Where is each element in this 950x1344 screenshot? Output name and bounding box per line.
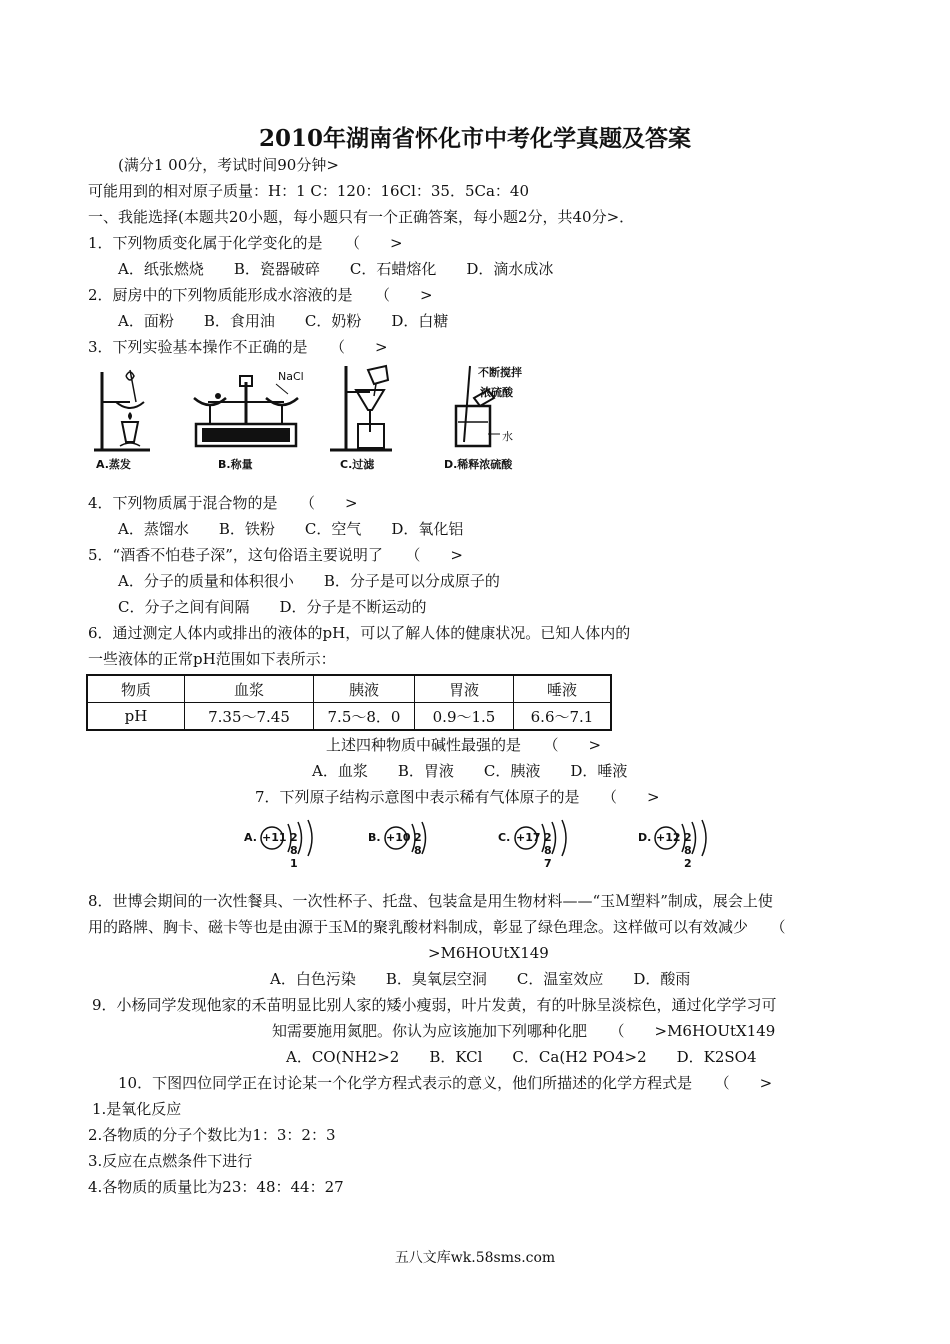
water-label: 水: [502, 430, 513, 443]
ph-table-header: [87, 675, 611, 703]
table-cell: 6.6～7.1: [514, 703, 612, 731]
q10-item-2: 2.各物质的分子个数比为1：3：2：3: [88, 1126, 336, 1144]
ph-table-row: [87, 703, 611, 731]
q4-stem: 4．下列物质属于混合物的是 （ >: [88, 494, 358, 512]
q10-item-3: 3.反应在点燃条件下进行: [88, 1152, 253, 1170]
q6-question: 上述四种物质中碱性最强的是 （ >: [326, 736, 602, 754]
atom-shells: 2 8: [414, 831, 422, 857]
atom-nucleus: +11: [262, 831, 287, 844]
atom-shells: 2 8 2: [684, 831, 692, 870]
q10-stem: 10．下图四位同学正在讨论某一个化学方程式表示的意义，他们所描述的化学方程式是 （ >: [118, 1074, 773, 1092]
atom-letter: B.: [368, 831, 381, 844]
atom-nucleus: +17: [516, 831, 541, 844]
q1-options: A．纸张燃烧 B．瓷器破碎 C．石蜡熔化 D．滴水成冰: [118, 260, 554, 278]
atom-shells: 2 8 7: [544, 831, 552, 870]
table-cell: 0.9～1.5: [415, 703, 514, 731]
atom-nucleus: +10: [386, 831, 411, 844]
atom-nucleus: +12: [656, 831, 681, 844]
atom-shells: 2 8 1: [290, 831, 298, 870]
table-cell: 血浆: [185, 675, 314, 703]
evaporation-figure: [90, 362, 160, 474]
q5-options-ab: A．分子的质量和体积很小 B．分子是可以分成原子的: [118, 572, 500, 590]
q9-options: A．CO(NH2>2 B．KCl C．Ca(H2 PO4>2 D．K2SO4: [286, 1048, 757, 1066]
caption-b: B.称量: [218, 458, 253, 471]
q1-stem: 1．下列物质变化属于化学变化的是 （ >: [88, 234, 403, 252]
caption-c: C.过滤: [340, 458, 375, 471]
table-cell: pH: [87, 703, 185, 731]
q2-stem: 2．厨房中的下列物质能形成水溶液的是 （ >: [88, 286, 433, 304]
score-note: (满分1 00分，考试时间90分钟>: [118, 156, 339, 174]
filtration-apparatus-icon: [326, 362, 396, 457]
q9-line-1: 9．小杨同学发现他家的禾苗明显比别人家的矮小瘦弱，叶片发黄，有的叶脉呈淡棕色，通过化学学习可: [92, 996, 777, 1014]
page-title: 2010年湖南省怀化市中考化学真题及答案: [258, 125, 691, 152]
nacl-label: NaCl: [278, 370, 304, 383]
caption-d: D.稀释浓硫酸: [444, 458, 513, 471]
q2-options: A．面粉 B．食用油 C．奶粉 D．白糖: [118, 312, 449, 330]
q8-line-2: 用的路牌、胸卡、磁卡等也是由源于玉Ｍ的聚乳酸材料制成，彰显了绿色理念。这样做可以有效减少 （: [88, 918, 786, 936]
ph-table: [86, 674, 612, 731]
atom-letter: C.: [498, 831, 511, 844]
table-cell: 胰液: [314, 675, 415, 703]
table-cell: 物质: [87, 675, 185, 703]
table-cell: 胃液: [415, 675, 514, 703]
q10-item-4: 4.各物质的质量比为23：48：44：27: [88, 1178, 344, 1196]
table-cell: 7.5～8．0: [314, 703, 415, 731]
footer-watermark: 五八文库wk.58sms.com: [394, 1250, 556, 1266]
acid-label: 浓硫酸: [480, 386, 513, 399]
q8-options: A．白色污染 B．臭氧层空洞 C．温室效应 D．酸雨: [270, 970, 691, 988]
q10-item-1: 1.是氧化反应: [92, 1100, 182, 1118]
q3-stem: 3．下列实验基本操作不正确的是 （ >: [88, 338, 388, 356]
table-cell: 唾液: [514, 675, 612, 703]
evaporation-apparatus-icon: [90, 362, 160, 457]
dilution-figure: [444, 362, 554, 474]
q9-line-2: 知需要施用氮肥。你认为应该施加下列哪种化肥 （ >M6HOUtX149: [272, 1022, 776, 1040]
stir-label: 不断搅拌: [478, 366, 522, 379]
q6-stem-2: 一些液体的正常pH范围如下表所示：: [88, 650, 336, 668]
q5-options-cd: C．分子之间有间隔 D．分子是不断运动的: [118, 598, 427, 616]
table-cell: 7.35～7.45: [185, 703, 314, 731]
caption-a: A.蒸发: [96, 458, 131, 471]
q5-stem: 5．“酒香不怕巷子深”，这句俗语主要说明了 （ >: [88, 546, 463, 564]
q7-stem: 7．下列原子结构示意图中表示稀有气体原子的是 （ >: [255, 788, 660, 806]
q6-options: A．血浆 B．胃液 C．胰液 D．唾液: [312, 762, 628, 780]
q6-stem-1: 6．通过测定人体内或排出的液体的pH，可以了解人体的健康状况。已知人体内的: [88, 624, 631, 642]
atomic-mass-line: 可能用到的相对原子质量：H：1 C：120：16Cl：35．5Ca：40: [88, 182, 530, 200]
section-heading: 一、我能选择(本题共20小题，每小题只有一个正确答案，每小题2分，共40分>．: [88, 208, 635, 226]
filtration-figure: [326, 362, 396, 474]
atom-letter: A.: [244, 831, 257, 844]
atom-letter: D.: [638, 831, 652, 844]
q4-options: A．蒸馏水 B．铁粉 C．空气 D．氧化铝: [118, 520, 464, 538]
q8-line-1: 8．世博会期间的一次性餐具、一次性杯子、托盘、包装盒是用生物材料——“玉Ｍ塑料”制成，展会上使: [88, 892, 773, 910]
q8-line-3: >M6HOUtX149: [428, 944, 549, 962]
weighing-figure: [188, 362, 308, 474]
